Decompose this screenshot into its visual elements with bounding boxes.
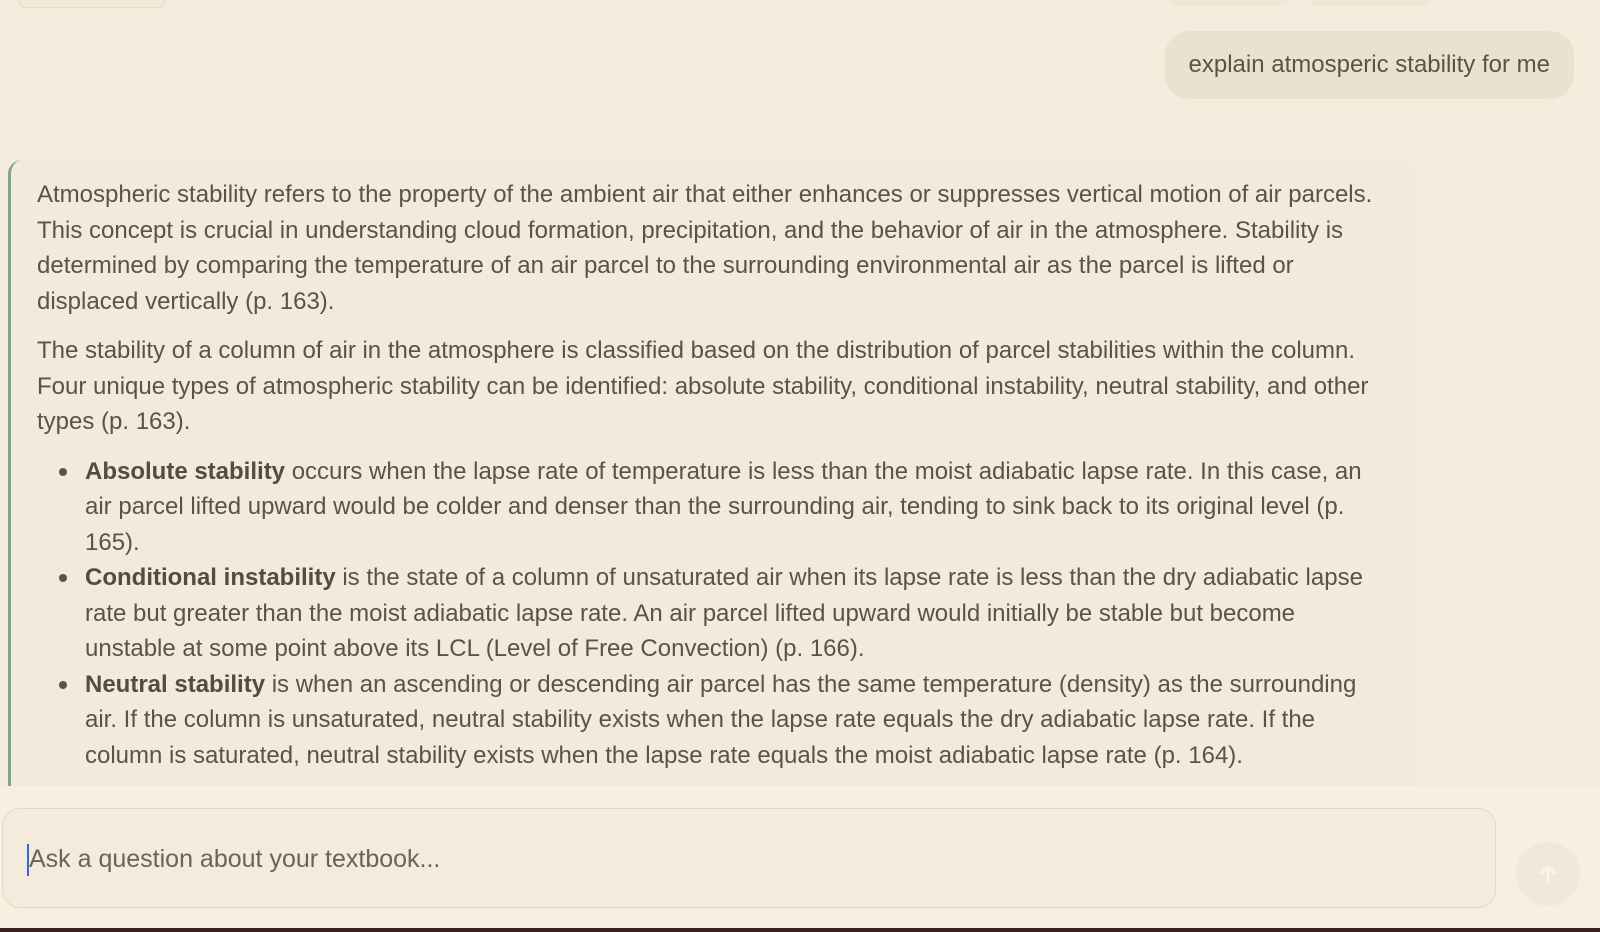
bullet-dot-icon <box>59 681 67 689</box>
composer <box>0 786 1600 932</box>
list-item <box>85 454 1390 561</box>
bullet-dot-icon <box>59 468 67 476</box>
list-item-term: Conditional instability <box>85 564 336 591</box>
question-input-box[interactable] <box>2 808 1496 908</box>
list-item-text: occurs when the lapse rate of temperature is less than the moist adiabatic lapse rate. In this case, an air parcel lifted upward would be colder and denser than the surrounding air, tending to sink back to its original level (p. 165). <box>85 457 1362 556</box>
stability-types-list <box>37 454 1390 774</box>
assistant-message <box>8 160 1416 786</box>
assistant-paragraph: Atmospheric stability refers to the property of the ambient air that either enhances or suppresses vertical motion of air parcels. This concept is crucial in understanding cloud formation, precipitation, and the behavior of air in the atmosphere. Stability is determined by comparing the temperature of an air parcel to the surrounding environmental air as the parcel is lifted or displaced vertically (p. 163). <box>37 181 1373 315</box>
arrow-up-icon <box>1536 862 1560 886</box>
list-item-term: Neutral stability <box>85 670 266 698</box>
list-item-term: Absolute stability <box>85 457 286 485</box>
send-button[interactable] <box>1516 842 1580 906</box>
window-bottom-edge <box>0 928 1600 932</box>
bullet-dot-icon <box>59 574 67 582</box>
list-item <box>85 667 1390 774</box>
list-item-text: is the state of a column of unsaturated air when its lapse rate is less than the dry adiabatic lapse rate but greater than the moist adiabatic lapse rate. An air parcel lifted upward would initially be stable but become unstable at some point above its LCL (Level of Free Convection) (p. 166). <box>85 564 1363 662</box>
text-caret <box>27 844 29 876</box>
question-input[interactable] <box>23 809 1469 909</box>
assistant-paragraph: The stability of a column of air in the atmosphere is classified based on the distribution of parcel stabilities within the column. Four unique types of atmospheric stability can be identified: absolute stability, conditional instability, neutral stability, and other types (p. 163). <box>37 337 1369 435</box>
list-item-text: is when an ascending or descending air parcel has the same temperature (density) as the surrounding air. If the column is unsaturated, neutral stability exists when the lapse rate equals the dry adiabatic lapse rate. If the column is saturated, neutral stability exists when the lapse rate equals the moist adiabatic lapse rate (p. 164). <box>85 670 1357 769</box>
list-item <box>85 560 1390 667</box>
user-message-row <box>1165 31 1574 99</box>
user-message-bubble: explain atmosperic stability for me <box>1165 31 1574 99</box>
